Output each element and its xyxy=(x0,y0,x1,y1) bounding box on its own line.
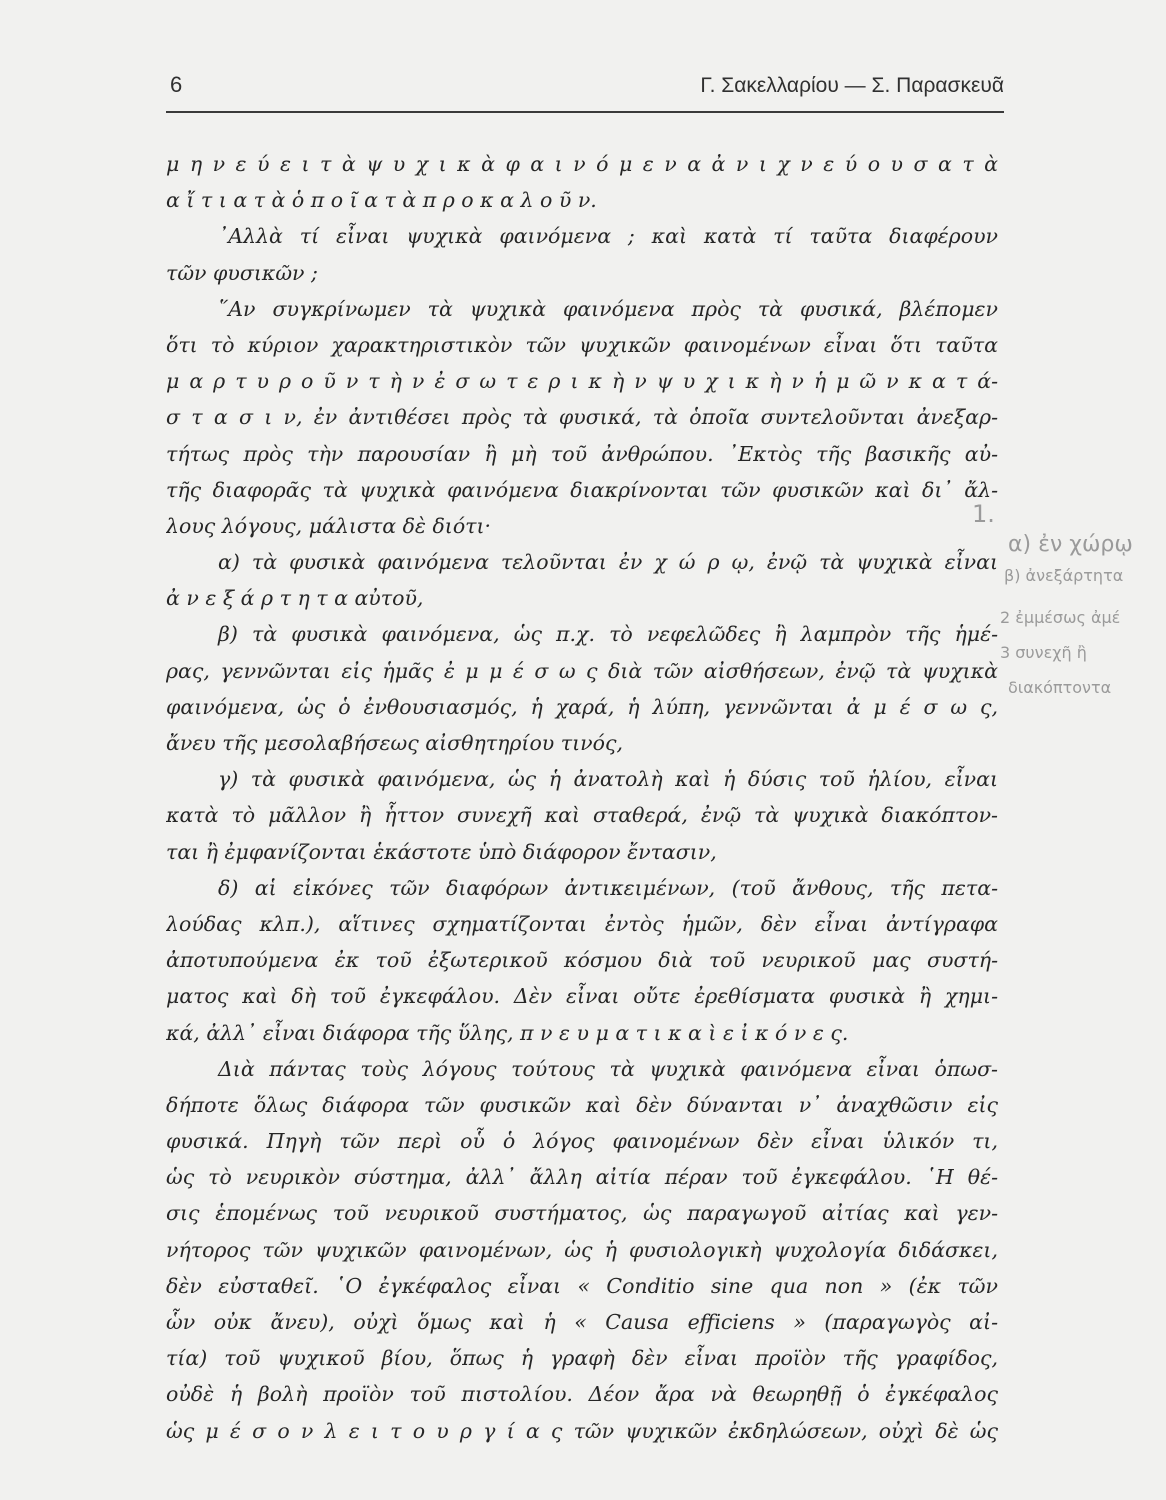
running-head: Γ. Σακελλαρίου — Σ. Παρασκευᾶ xyxy=(700,74,1004,97)
text-line: ὧν οὐκ ἄνευ), οὐχὶ ὅμως καὶ ἡ « Causa efficiens » (παραγωγὸς αἰ- xyxy=(166,1310,998,1334)
text-line: ὡς τὸ νευρικὸν σύστημα, ἀλλ᾿ ἄλλη αἰτία πέραν τοῦ ἐγκεφάλου. ῾Η θέ- xyxy=(166,1165,998,1190)
text-line: ἀποτυπούμενα ἐκ τοῦ ἐξωτερικοῦ κόσμου διὰ τοῦ νευρικοῦ μας συστή- xyxy=(166,948,998,973)
text-line: δὲν εὐσταθεῖ. ῾Ο ἐγκέφαλος εἶναι « Conditio sine qua non » (ἐκ τῶν xyxy=(166,1273,998,1298)
text-line: δ) αἱ εἰκόνες τῶν διαφόρων ἀντικειμένων, (τοῦ ἄνθους, τῆς πετα- xyxy=(218,875,998,900)
text-line: τήτως πρὸς τὴν παρουσίαν ἢ μὴ τοῦ ἀνθρώπου. ᾿Εκτὸς τῆς βασικῆς αὐ- xyxy=(166,441,998,466)
text-line: α ἴ τ ι α τ ὰ ὁ π ο ῖ α τ ὰ π ρ ο κ α λ ο ῦ ν. xyxy=(166,188,597,213)
text-line: μ η ν ε ύ ε ι τ ὰ ψ υ χ ι κ ὰ φ α ι ν ό μ ε ν α ἀ ν ι χ ν ε ύ ο υ σ α τ ὰ xyxy=(166,152,998,176)
text-line: γ) τὰ φυσικὰ φαινόμενα, ὡς ἡ ἀνατολὴ καὶ ἡ δύσις τοῦ ἡλίου, εἶναι xyxy=(218,767,998,792)
body-text xyxy=(166,146,998,1449)
text-line: φυσικά. Πηγὴ τῶν περὶ οὗ ὁ λόγος φαινομένων δὲν εἶναι ὑλικόν τι, xyxy=(166,1129,998,1154)
text-line: β) τὰ φυσικὰ φαινόμενα, ὡς π.χ. τὸ νεφελῶδες ἢ λαμπρὸν τῆς ἡμέ- xyxy=(218,622,998,647)
text-line: δήποτε ὅλως διάφορα τῶν φυσικῶν καὶ δὲν δύνανται ν᾿ ἀναχθῶσιν εἰς xyxy=(166,1092,998,1117)
text-line: σ τ α σ ι ν, ἐν ἀντιθέσει πρὸς τὰ φυσικά, τὰ ὁποῖα συντελοῦνται ἀνεξαρ- xyxy=(166,405,998,430)
text-line: λους λόγους, μάλιστα δὲ διότι· xyxy=(166,513,492,538)
text-line: κατὰ τὸ μᾶλλον ἢ ἧττον συνεχῆ καὶ σταθερά, ἐνῷ τὰ ψυχικὰ διακόπτον- xyxy=(166,803,998,828)
text-line: ἀ ν ε ξ ά ρ τ η τ α αὐτοῦ, xyxy=(166,586,424,611)
text-line: Διὰ πάντας τοὺς λόγους τούτους τὰ ψυχικὰ φαινόμενα εἶναι ὁπωσ- xyxy=(218,1056,998,1081)
text-line: ᾿Αλλὰ τί εἶναι ψυχικὰ φαινόμενα ; καὶ κατὰ τί ταῦτα διαφέρουν xyxy=(218,224,998,249)
text-line: νήτορος τῶν ψυχικῶν φαινομένων, ὡς ἡ φυσιολογικὴ ψυχολογία διδάσκει, xyxy=(166,1237,998,1262)
text-line: τῶν φυσικῶν ; xyxy=(166,260,318,285)
text-line: ὡς μ έ σ ο ν λ ε ι τ ο υ ρ γ ί α ς τῶν ψυχικῶν ἐκδηλώσεων, οὐχὶ δὲ ὡς xyxy=(166,1418,998,1443)
text-line: ἄνευ τῆς μεσολαβήσεως αἰσθητηρίου τινός, xyxy=(166,731,623,755)
text-line: κά, ἀλλ᾿ εἶναι διάφορα τῆς ὕλης, π ν ε υ μ α τ ι κ α ὶ ε ἰ κ ό ν ε ς. xyxy=(166,1020,849,1045)
text-line: α) τὰ φυσικὰ φαινόμενα τελοῦνται ἐν χ ώ ρ ῳ, ἐνῷ τὰ ψυχικὰ εἶναι xyxy=(218,550,998,575)
text-line: λούδας κλπ.), αἵτινες σχηματίζονται ἐντὸς ἡμῶν, δὲν εἶναι ἀντίγραφα xyxy=(166,911,998,936)
margin-note-4: διακόπτοντα xyxy=(1008,678,1112,697)
text-line: ὅτι τὸ κύριον χαρακτηριστικὸν τῶν ψυχικῶν φαινομένων εἶναι ὅτι ταῦτα xyxy=(166,332,998,357)
text-line: ῞Αν συγκρίνωμεν τὰ ψυχικὰ φαινόμενα πρὸς τὰ φυσικά, βλέπομεν xyxy=(218,296,998,321)
text-line: τία) τοῦ ψυχικοῦ βίου, ὅπως ἡ γραφὴ δὲν εἶναι προϊὸν τῆς γραφίδος, xyxy=(166,1346,998,1371)
margin-note-a: α) ἐν χώρῳ xyxy=(1008,532,1133,557)
margin-note-b: β) ἀνεξάρτητα xyxy=(1004,566,1124,585)
text-line: σις ἑπομένως τοῦ νευρικοῦ συστήματος, ὡς παραγωγοῦ αἰτίας καὶ γεν- xyxy=(166,1201,998,1226)
margin-note-2: 2 ἐμμέσως ἀμέ xyxy=(1000,608,1121,627)
text-line: ματος καὶ δὴ τοῦ ἐγκεφάλου. Δὲν εἶναι οὔτε ἐρεθίσματα φυσικὰ ἢ χημι- xyxy=(166,984,998,1009)
text-line: ρας, γεννῶνται εἰς ἡμᾶς ἐ μ μ έ σ ω ς διὰ τῶν αἰσθήσεων, ἐνῷ τὰ ψυχικὰ xyxy=(166,658,998,683)
text-line: οὐδὲ ἡ βολὴ προϊὸν τοῦ πιστολίου. Δέον ἄρα νὰ θεωρηθῇ ὁ ἐγκέφαλος xyxy=(166,1382,998,1407)
header-rule xyxy=(166,111,1004,113)
text-line: φαινόμενα, ὡς ὁ ἐνθουσιασμός, ἡ χαρά, ἡ λύπη, γεννῶνται ἀ μ έ σ ω ς, xyxy=(166,694,998,719)
page-number: 6 xyxy=(170,72,183,97)
margin-note-number: 1. xyxy=(972,500,995,528)
margin-note-3: 3 συνεχῆ ἢ xyxy=(1000,643,1087,662)
text-line: τῆς διαφορᾶς τὰ ψυχικὰ φαινόμενα διακρίνονται τῶν φυσικῶν καὶ δι᾿ ἄλ- xyxy=(166,477,998,502)
text-line: ται ἢ ἐμφανίζονται ἑκάστοτε ὑπὸ διάφορον ἔντασιν, xyxy=(166,839,717,864)
text-line: μ α ρ τ υ ρ ο ῦ ν τ ὴ ν ἐ σ ω τ ε ρ ι κ ὴ ν ψ υ χ ι κ ὴ ν ἡ μ ῶ ν κ α τ ά- xyxy=(166,369,998,394)
